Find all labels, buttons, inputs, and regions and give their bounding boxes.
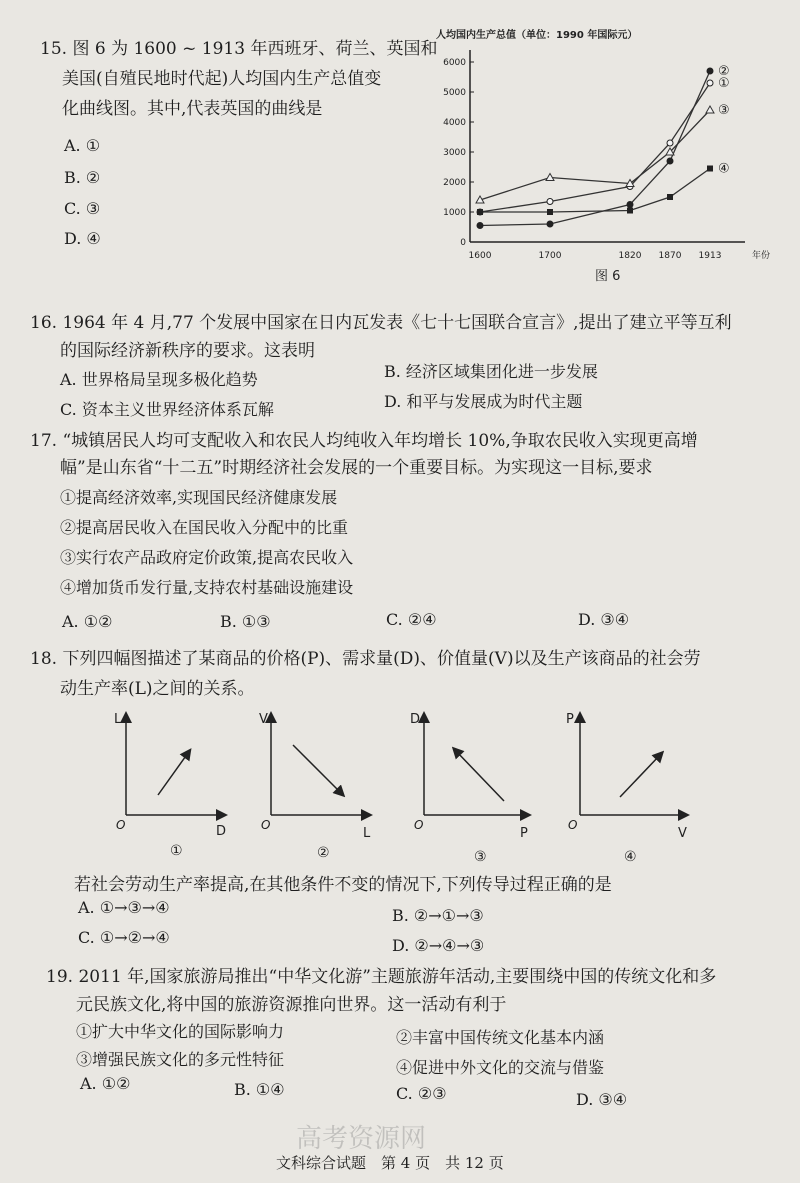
graph-4-label: ④ <box>624 849 637 865</box>
graph-4-origin: O <box>568 818 578 832</box>
graph-4-y-label: P <box>566 712 574 727</box>
q17-item-4: ④增加货币发行量,支持农村基础设施建设 <box>60 578 354 597</box>
graph-2-y-label: V <box>259 712 268 727</box>
q15-option-a: A. ① <box>64 136 101 155</box>
q16-line-1: 16. 1964 年 4 月,77 个发展中国家在日内瓦发表《七十七国联合宣言》,提出了建立平等互利 <box>30 313 732 333</box>
series-2-point <box>707 68 713 74</box>
q17-option-d: D. ③④ <box>578 610 630 629</box>
series-2-point <box>547 221 553 227</box>
graph-1-y-label: L <box>114 712 122 727</box>
q19-option-c: C. ②③ <box>396 1084 447 1103</box>
q17-item-1: ①提高经济效率,实现国民经济健康发展 <box>60 488 338 507</box>
q15-line-3: 化曲线图。其中,代表英国的曲线是 <box>62 99 323 119</box>
x-tick-label: 1600 <box>468 251 492 261</box>
q18-option-b: B. ②→①→③ <box>392 906 484 925</box>
series-label-4: ④ <box>718 161 730 177</box>
q15-option-c: C. ③ <box>64 199 101 218</box>
y-tick-label: 0 <box>460 238 466 248</box>
q15-option-d: D. ④ <box>64 229 101 248</box>
series-line-4 <box>480 169 710 213</box>
series-4-point <box>627 208 633 214</box>
q18-line-1: 18. 下列四幅图描述了某商品的价格(P)、需求量(D)、价值量(V)以及生产该商品的社会劳 <box>30 649 701 669</box>
watermark: 高考资源网 <box>296 1124 427 1154</box>
q19-option-b: B. ①④ <box>234 1080 285 1099</box>
y-tick-label: 2000 <box>443 178 466 188</box>
q15-line-1: 15. 图 6 为 1600 ~ 1913 年西班牙、荷兰、英国和 <box>40 39 438 59</box>
q18-option-a: A. ①→③→④ <box>78 898 170 917</box>
series-4-point <box>667 194 673 200</box>
q18-graph-4 <box>560 705 700 865</box>
q17-item-2: ②提高居民收入在国民收入分配中的比重 <box>60 518 349 537</box>
q18-graph-3 <box>408 705 548 865</box>
graph-2-curve <box>293 745 341 793</box>
q18-option-d: D. ②→④→③ <box>392 936 485 955</box>
q16-option-c: C. 资本主义世界经济体系瓦解 <box>60 400 274 419</box>
q19-item-3: ③增强民族文化的多元性特征 <box>76 1050 285 1069</box>
series-label-3: ③ <box>718 103 730 118</box>
graph-3-x-label: P <box>520 826 528 841</box>
graph-3-label: ③ <box>474 849 487 865</box>
series-3-point <box>706 106 714 113</box>
q17-item-3: ③实行农产品政府定价政策,提高农民收入 <box>60 548 354 567</box>
series-2-point <box>667 158 673 164</box>
q15-line-2: 美国(自殖民地时代起)人均国内生产总值变 <box>62 69 382 89</box>
graph-2-origin: O <box>261 818 271 832</box>
y-tick-label: 1000 <box>443 208 466 218</box>
q18-line-2: 动生产率(L)之间的关系。 <box>60 679 255 699</box>
series-4-point <box>707 166 713 172</box>
series-3-point <box>546 174 554 181</box>
chart-title: 人均国内生产总值（单位：1990 年国际元） <box>436 30 638 41</box>
y-tick-label: 4000 <box>443 118 466 128</box>
graph-4-curve <box>620 755 660 797</box>
graph-1-origin: O <box>116 818 126 832</box>
x-tick-label: 1700 <box>538 251 562 261</box>
q18-graph-2 <box>255 705 385 865</box>
series-label-2: ② <box>718 64 730 79</box>
graph-1-label: ① <box>170 843 183 859</box>
q17-line-2: 幅”是山东省“十二五”时期经济社会发展的一个重要目标。为实现这一目标,要求 <box>60 458 653 478</box>
chart-caption: 图 6 <box>595 269 621 284</box>
graph-1-curve <box>158 753 188 795</box>
series-label-1: ① <box>718 76 730 91</box>
series-1-point <box>707 80 713 86</box>
x-tick-label: 1870 <box>658 251 682 261</box>
x-axis-label: 年份 <box>752 251 771 261</box>
graph-1-x-label: D <box>216 824 227 839</box>
figure-6-chart <box>430 20 780 300</box>
y-tick-label: 6000 <box>443 58 466 68</box>
series-line-3 <box>480 110 710 200</box>
graph-3-origin: O <box>414 818 424 832</box>
q17-option-c: C. ②④ <box>386 610 437 629</box>
q17-option-b: B. ①③ <box>220 612 271 631</box>
q17-option-a: A. ①② <box>62 612 113 631</box>
series-4-point <box>547 209 553 215</box>
y-tick-label: 5000 <box>443 88 466 98</box>
q19-line-2: 元民族文化,将中国的旅游资源推向世界。这一活动有利于 <box>76 995 507 1015</box>
q19-option-d: D. ③④ <box>576 1090 628 1109</box>
graph-3-y-label: D <box>410 712 421 727</box>
series-2-point <box>477 223 483 229</box>
q18-graph-1 <box>110 705 240 865</box>
q16-option-a: A. 世界格局呈现多极化趋势 <box>60 370 258 389</box>
page-footer: 文科综合试题 第 4 页 共 12 页 <box>276 1154 504 1172</box>
q18-option-c: C. ①→②→④ <box>78 928 170 947</box>
series-4-point <box>477 209 483 215</box>
q17-line-1: 17. “城镇居民人均可支配收入和农民人均纯收入年均增长 10%,争取农民收入实现更高增 <box>30 431 698 451</box>
q15-option-b: B. ② <box>64 168 101 187</box>
q18-stem: 若社会劳动生产率提高,在其他条件不变的情况下,下列传导过程正确的是 <box>74 875 612 895</box>
series-line-2 <box>480 71 710 226</box>
graph-4-x-label: V <box>678 826 687 841</box>
series-1-point <box>547 199 553 205</box>
series-2-point <box>627 202 633 208</box>
x-tick-label: 1913 <box>698 251 722 261</box>
q16-option-b: B. 经济区域集团化进一步发展 <box>384 362 598 381</box>
q19-option-a: A. ①② <box>80 1074 131 1093</box>
q19-line-1: 19. 2011 年,国家旅游局推出“中华文化游”主题旅游年活动,主要围绕中国的传统文化和多 <box>46 967 717 987</box>
graph-3-curve <box>456 751 504 801</box>
y-tick-label: 3000 <box>443 148 466 158</box>
graph-2-label: ② <box>317 845 330 861</box>
q16-option-d: D. 和平与发展成为时代主题 <box>384 392 583 411</box>
q19-item-4: ④促进中外文化的交流与借鉴 <box>396 1058 605 1077</box>
x-tick-label: 1820 <box>618 251 642 261</box>
graph-2-x-label: L <box>363 826 371 841</box>
q16-line-2: 的国际经济新秩序的要求。这表明 <box>60 341 315 361</box>
q19-item-2: ②丰富中国传统文化基本内涵 <box>396 1028 605 1047</box>
series-1-point <box>667 140 673 146</box>
q19-item-1: ①扩大中华文化的国际影响力 <box>76 1022 285 1041</box>
